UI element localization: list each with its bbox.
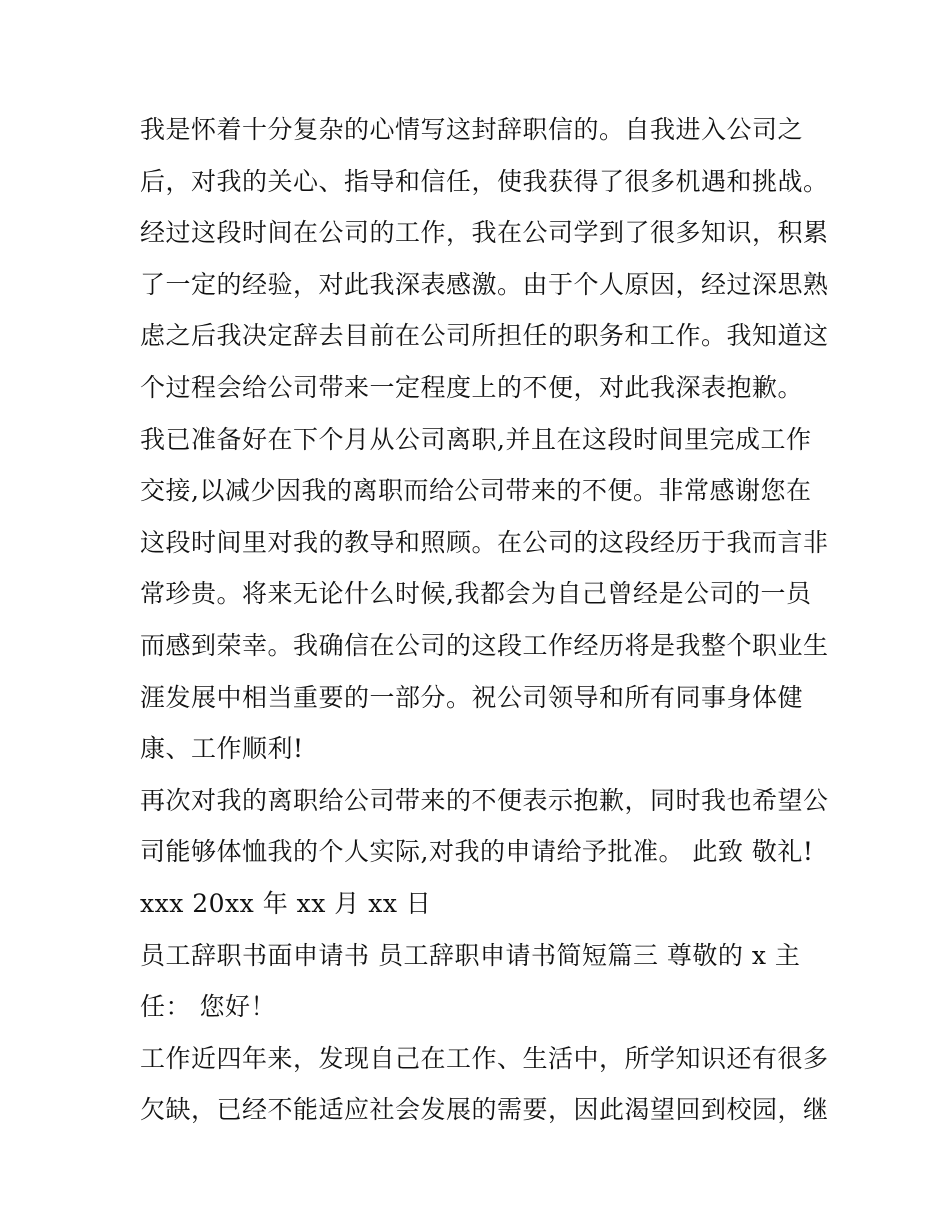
date-line: xxx 20xx 年 xx 月 xx 日 [140,888,432,918]
text-line-1: 我是怀着十分复杂的心情写这封辞职信的。自我进入公司之 [140,115,804,144]
text-line-6: 个过程会给公司带来一定程度上的不便，对此我深表抱歉。 [140,372,804,402]
text-line-2: 后，对我的关心、指导和信任，使我获得了很多机遇和挑战。 [140,166,829,196]
text-line-15: 司能够体恤我的个人实际,对我的申请给予批准。 此致 敬礼! [140,837,814,867]
text-line-17: 员工辞职书面申请书 员工辞职申请书简短篇三 尊敬的 x 主 [140,940,801,970]
text-line-18: 任： 您好！ [140,992,276,1022]
text-line-11: 而感到荣幸。我确信在公司的这段工作经历将是我整个职业生 [140,630,829,660]
text-line-20: 欠缺，已经不能适应社会发展的需要，因此渴望回到校园，继 [140,1095,829,1125]
text-line-5: 虑之后我决定辞去目前在公司所担任的职务和工作。我知道这 [140,321,829,351]
text-line-13: 康、工作顺利! [140,734,304,764]
text-line-3: 经过这段时间在公司的工作，我在公司学到了很多知识，积累 [140,218,829,248]
text-line-10: 常珍贵。将来无论什么时候,我都会为自己曾经是公司的一员 [140,579,812,609]
text-line-7: 我已准备好在下个月从公司离职,并且在这段时间里完成工作 [140,424,812,454]
resignation-letter-body [140,104,840,1136]
text-line-12: 涯发展中相当重要的一部分。祝公司领导和所有同事身体健 [140,682,804,712]
text-line-14: 再次对我的离职给公司带来的不便表示抱歉，同时我也希望公 [140,785,829,815]
text-line-19: 工作近四年来，发现自己在工作、生活中，所学知识还有很多 [140,1043,829,1073]
text-line-9: 这段时间里对我的教导和照顾。在公司的这段经历于我而言非 [140,527,829,557]
text-line-4: 了一定的经验，对此我深表感激。由于个人原因，经过深思熟 [140,269,829,299]
text-line-8: 交接,以减少因我的离职而给公司带来的不便。非常感谢您在 [140,476,812,506]
